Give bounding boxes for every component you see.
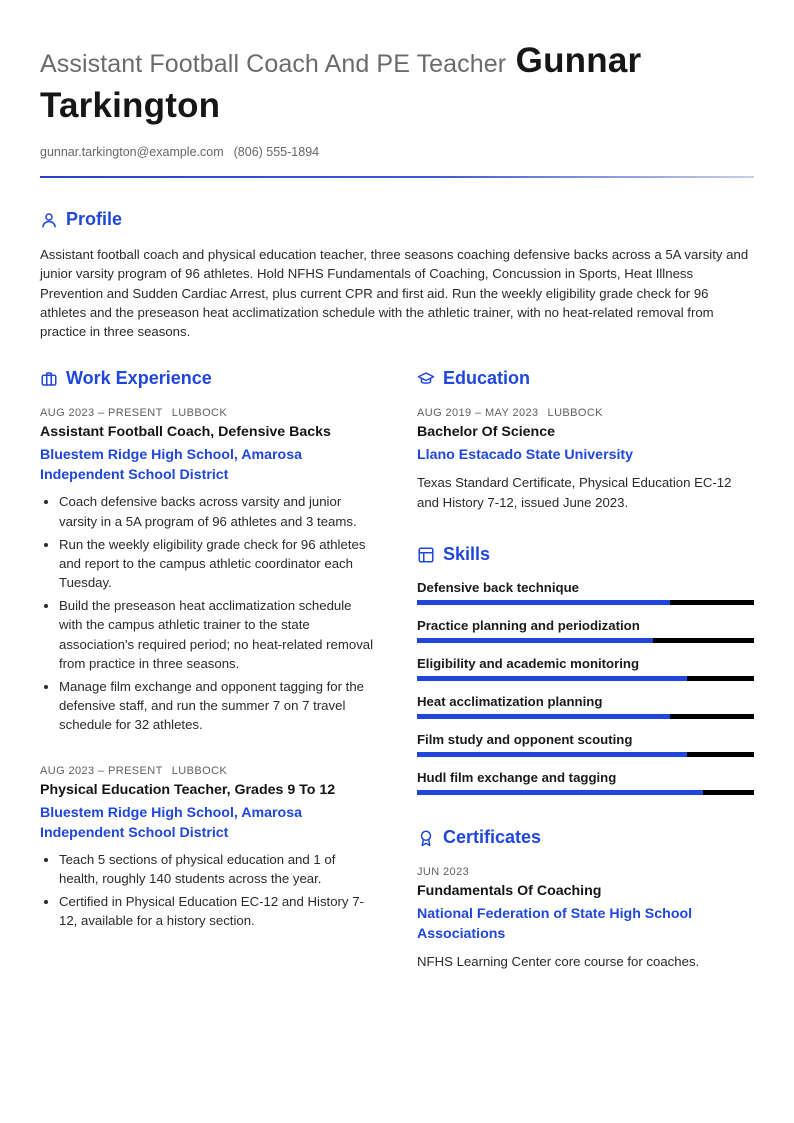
education-title: Education: [443, 368, 531, 389]
entry-bullets: [40, 850, 378, 931]
certificates-section: [417, 827, 754, 971]
education-section: [417, 368, 754, 512]
certificate-entry: [417, 866, 754, 971]
skill-name: Hudl film exchange and tagging: [417, 770, 617, 786]
skill-name: Practice planning and periodization: [417, 618, 640, 634]
certificate-issuer: National Federation of State High School Associations: [417, 906, 693, 943]
work-title: Work Experience: [66, 368, 212, 389]
certificates-title: Certificates: [443, 827, 542, 848]
skills-title: Skills: [443, 544, 491, 565]
entry-meta: [417, 866, 754, 878]
job-title: Assistant Football Coach And PE Teacher: [40, 50, 507, 78]
skills-heading: [417, 544, 754, 565]
skill-item: [417, 579, 754, 605]
skill-name: Film study and opponent scouting: [417, 732, 633, 748]
skill-fill: [417, 638, 653, 643]
resume-header: [40, 40, 754, 178]
entry-role: Assistant Football Coach, Defensive Backs: [40, 424, 331, 441]
skill-bar: [417, 638, 754, 643]
skill-bar: [417, 790, 754, 795]
entry-location: LUBBOCK: [171, 407, 228, 420]
bullet-item: • Coach defensive backs across varsity and junior varsity in a 5A program of 96 athletes and 3 teams.: [59, 492, 378, 531]
profile-heading: [40, 209, 754, 230]
entry-meta: [40, 765, 378, 777]
skill-bar: [417, 600, 754, 605]
profile-title: Profile: [66, 209, 123, 229]
briefcase-icon: [40, 370, 58, 388]
skill-item: [417, 693, 754, 719]
skill-item: [417, 655, 754, 681]
education-description: Texas Standard Certificate, Physical Education EC-12 and History 7-12, issued June 2023.: [417, 475, 732, 510]
skill-bar: [417, 714, 754, 719]
header-divider: [40, 176, 754, 178]
layout-icon: [417, 546, 435, 564]
entry-organization: Bluestem Ridge High School, Amarosa Independent School District: [40, 447, 302, 484]
certificate-description: NFHS Learning Center core course for coaches.: [417, 954, 700, 970]
bullet-item: • Teach 5 sections of physical education and 1 of health, roughly 140 students across the year.: [59, 850, 378, 889]
award-icon: [417, 829, 435, 847]
entry-location: LUBBOCK: [171, 764, 228, 777]
phone-link[interactable]: (806) 555-1894: [233, 145, 320, 159]
work-entry: [40, 407, 378, 734]
skill-bar: [417, 676, 754, 681]
work-experience-section: [40, 368, 378, 971]
user-icon: [40, 211, 58, 229]
right-column: [417, 368, 754, 971]
entry-meta: [417, 407, 754, 419]
candidate-name: Gunnar Tarkington: [40, 41, 642, 125]
skill-fill: [417, 676, 687, 681]
graduation-cap-icon: [417, 370, 435, 388]
bullet-item: • Certified in Physical Education EC-12 and History 7-12, available for a history section.: [59, 892, 378, 931]
two-column-body: [40, 368, 754, 971]
work-heading: [40, 368, 378, 389]
contact-info: [40, 145, 754, 159]
skill-item: [417, 617, 754, 643]
email-link[interactable]: gunnar.tarkington@example.com: [40, 145, 224, 159]
entry-role: Physical Education Teacher, Grades 9 To 12: [40, 781, 336, 798]
skill-fill: [417, 752, 687, 757]
profile-summary: Assistant football coach and physical education teacher, three seasons coaching defensive backs across a 5A varsity and junior varsity program of 96 athletes. Hold NFHS Fundamentals of Coaching, Concussion in Sports, Heat Illness Prevention and Sudden Cardiac Arrest, plus current CPR and first aid. Run the weekly eligibility grade check for 96 athletes and the preseason heat acclimatization schedule with the athletic trainer, with no heat-related removal from practice in three seasons.: [40, 247, 749, 340]
skill-item: [417, 731, 754, 757]
entry-bullets: [40, 492, 378, 734]
education-heading: [417, 368, 754, 389]
profile-section: [40, 209, 754, 341]
skills-section: [417, 544, 754, 795]
skill-bar: [417, 752, 754, 757]
entry-location: LUBBOCK: [547, 407, 603, 420]
bullet-item: • Manage film exchange and opponent tagging for the defensive staff, and run the summer 7 on 7 travel schedule for 32 athletes.: [59, 677, 378, 735]
education-entry: [417, 407, 754, 512]
skill-item: [417, 769, 754, 795]
work-entry: [40, 765, 378, 931]
skill-name: Heat acclimatization planning: [417, 694, 603, 710]
entry-dates: AUG 2019 – MAY 2023: [417, 407, 539, 420]
entry-dates: AUG 2023 – PRESENT: [40, 407, 163, 420]
certificates-heading: [417, 827, 754, 848]
skill-fill: [417, 790, 703, 795]
bullet-item: • Run the weekly eligibility grade check for 96 athletes and report to the campus athletic coordinator each Tuesday.: [59, 535, 378, 593]
entry-organization: Bluestem Ridge High School, Amarosa Independent School District: [40, 804, 302, 841]
skill-fill: [417, 600, 670, 605]
entry-meta: [40, 407, 378, 419]
degree: Bachelor Of Science: [417, 424, 555, 441]
skill-name: Eligibility and academic monitoring: [417, 656, 640, 672]
skill-fill: [417, 714, 670, 719]
title-line: [40, 40, 754, 127]
skills-list: [417, 579, 754, 795]
bullet-item: • Build the preseason heat acclimatization schedule with the campus athletic trainer to the state association's required period; no heat-related removal from practice in three seasons.: [59, 596, 378, 673]
entry-dates: AUG 2023 – PRESENT: [40, 764, 163, 777]
skill-name: Defensive back technique: [417, 580, 579, 596]
certificate-date: JUN 2023: [417, 866, 470, 879]
certificate-name: Fundamentals Of Coaching: [417, 883, 602, 900]
school-name: Llano Estacado State University: [417, 447, 634, 464]
